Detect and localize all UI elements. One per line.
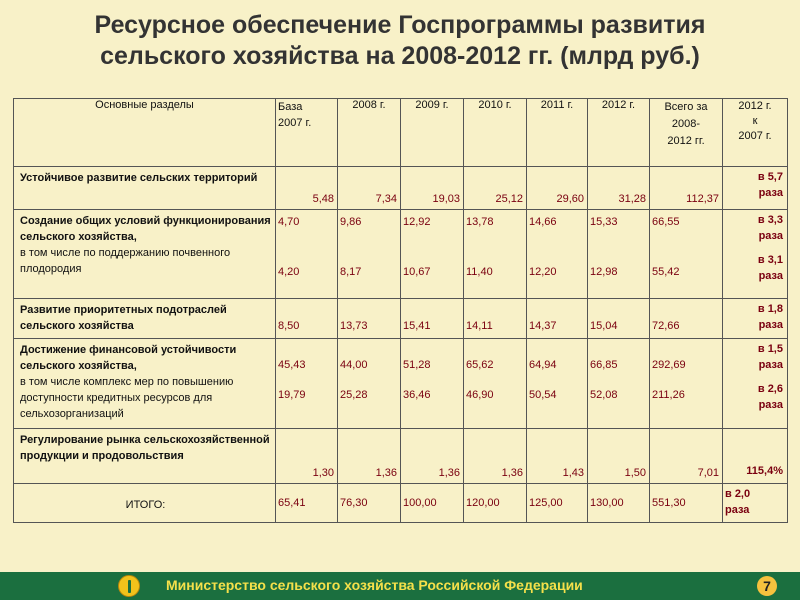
- value-cell: 120,00: [464, 484, 527, 523]
- table-row: [14, 339, 788, 429]
- header-ratio: [723, 99, 788, 167]
- ratio-line2: раза: [758, 187, 783, 199]
- table-row: [14, 299, 788, 339]
- header-total: [650, 99, 723, 167]
- header-ratio-line1: 2012 г.: [738, 100, 772, 112]
- header-2010: 2010 г.: [464, 99, 527, 167]
- value-cell: 15,33 12,98: [588, 210, 650, 299]
- ratio-line2: раза: [758, 230, 783, 242]
- header-sections: Основные разделы: [14, 99, 276, 167]
- value-cell: 44,00 25,28: [338, 339, 401, 429]
- value-cell: 72,66: [650, 299, 723, 339]
- value-cell: 12,92 10,67: [401, 210, 464, 299]
- sub-ratio-line1: в 3,1: [757, 254, 783, 266]
- value-cell: 1,50: [588, 429, 650, 484]
- ratio-line1: в 1,5: [757, 343, 783, 355]
- sub-ratio-line2: раза: [758, 399, 783, 411]
- value-cell: 13,78 11,40: [464, 210, 527, 299]
- value-cell: 14,11: [464, 299, 527, 339]
- table-row: [14, 210, 788, 299]
- value-cell: 15,04: [588, 299, 650, 339]
- sub-ratio-line2: раза: [758, 270, 783, 282]
- section-subtitle-text: в том числе по поддержанию почвенного плодородия: [20, 247, 231, 275]
- section-title-text: Развитие приоритетных подотраслей сельского хозяйства: [20, 304, 227, 332]
- value-cell: 551,30: [650, 484, 723, 523]
- header-base: [276, 99, 338, 167]
- ratio-line1: в 3,3: [757, 214, 783, 226]
- ratio-line2: раза: [758, 319, 783, 331]
- header-total-line1: Всего за: [664, 101, 708, 113]
- value-cell: 25,12: [464, 167, 527, 210]
- value-cell: 15,41: [401, 299, 464, 339]
- value-cell: 130,00: [588, 484, 650, 523]
- value-cell: 112,37: [650, 167, 723, 210]
- table-row: [14, 167, 788, 210]
- value-cell: 65,62 46,90: [464, 339, 527, 429]
- totals-row: [14, 484, 788, 523]
- value-cell: 66,85 52,08: [588, 339, 650, 429]
- ratio-cell: [723, 339, 788, 429]
- value-cell: 7,34: [338, 167, 401, 210]
- section-title-text: Достижение финансовой устойчивости сельского хозяйства,: [20, 344, 237, 372]
- value-cell: 14,66 12,20: [527, 210, 588, 299]
- value-cell: 64,94 50,54: [527, 339, 588, 429]
- value-cell: 292,69 211,26: [650, 339, 723, 429]
- ratio-line2: раза: [725, 504, 750, 516]
- ratio-cell: [723, 299, 788, 339]
- ratio-cell: [723, 484, 788, 523]
- header-2012: 2012 г.: [588, 99, 650, 167]
- ministry-emblem-icon: [118, 575, 140, 597]
- header-2009: 2009 г.: [401, 99, 464, 167]
- value-cell: 7,01: [650, 429, 723, 484]
- value-cell: 31,28: [588, 167, 650, 210]
- value-cell: 1,36: [338, 429, 401, 484]
- title-line-1: Ресурсное обеспечение Госпрограммы развития: [94, 11, 706, 39]
- section-title: [14, 299, 276, 339]
- value-cell: 125,00: [527, 484, 588, 523]
- value-cell: 29,60: [527, 167, 588, 210]
- ratio-line1: в 5,7: [757, 171, 783, 183]
- ratio-cell: [723, 210, 788, 299]
- value-cell: 45,43 19,79: [276, 339, 338, 429]
- header-base-line1: База: [278, 101, 303, 113]
- value-cell: 51,28 36,46: [401, 339, 464, 429]
- value-cell: 1,30: [276, 429, 338, 484]
- value-cell: 66,55 55,42: [650, 210, 723, 299]
- section-title-text: Регулирование рынка сельскохозяйственной продукции и продовольствия: [20, 434, 270, 462]
- header-ratio-line2: к: [752, 115, 758, 127]
- section-title: [14, 429, 276, 484]
- section-title-text: Создание общих условий функционирования сельского хозяйства,: [20, 215, 271, 243]
- value-cell: 4,70 4,20: [276, 210, 338, 299]
- footer-text: Министерство сельского хозяйства Российской Федерации: [166, 577, 583, 593]
- ratio-line2: раза: [758, 359, 783, 371]
- section-title: [14, 167, 276, 210]
- ratio-cell: 115,4%: [723, 429, 788, 484]
- value-cell: 1,36: [464, 429, 527, 484]
- value-cell: 8,50: [276, 299, 338, 339]
- header-total-line2: 2008-: [671, 118, 701, 130]
- section-title: [14, 210, 276, 299]
- value-cell: 13,73: [338, 299, 401, 339]
- value-cell: 100,00: [401, 484, 464, 523]
- table-row: [14, 429, 788, 484]
- totals-label-text: ИТОГО:: [125, 498, 166, 511]
- header-total-line3: 2012 гг.: [667, 135, 705, 147]
- value-cell: 14,37: [527, 299, 588, 339]
- value-cell: 65,41: [276, 484, 338, 523]
- value-cell: 76,30: [338, 484, 401, 523]
- footer-bar: [0, 572, 800, 600]
- ratio-line1: в 1,8: [757, 303, 783, 315]
- value-cell: 1,36: [401, 429, 464, 484]
- sub-ratio-line1: в 2,6: [757, 383, 783, 395]
- section-title-text: Устойчивое развитие сельских территорий: [20, 172, 258, 184]
- section-subtitle-text: в том числе комплекс мер по повышению доступности кредитных ресурсов для сельхозорганизаций: [20, 376, 234, 420]
- page-number-badge: 7: [757, 576, 777, 596]
- header-base-line2: 2007 г.: [278, 117, 312, 129]
- section-title: [14, 339, 276, 429]
- ratio-line1: в 2,0: [725, 488, 751, 500]
- header-row: [14, 99, 788, 167]
- value-cell: 1,43: [527, 429, 588, 484]
- header-2011: 2011 г.: [527, 99, 588, 167]
- page-title: [0, 10, 800, 72]
- header-2008: 2008 г.: [338, 99, 401, 167]
- value-cell: 9,86 8,17: [338, 210, 401, 299]
- header-ratio-line3: 2007 г.: [738, 130, 772, 142]
- program-funding-table: [13, 98, 788, 523]
- title-line-2: сельского хозяйства на 2008-2012 гг. (млрд руб.): [100, 42, 700, 70]
- value-cell: 5,48: [276, 167, 338, 210]
- ratio-cell: [723, 167, 788, 210]
- totals-label: [14, 484, 276, 523]
- value-cell: 19,03: [401, 167, 464, 210]
